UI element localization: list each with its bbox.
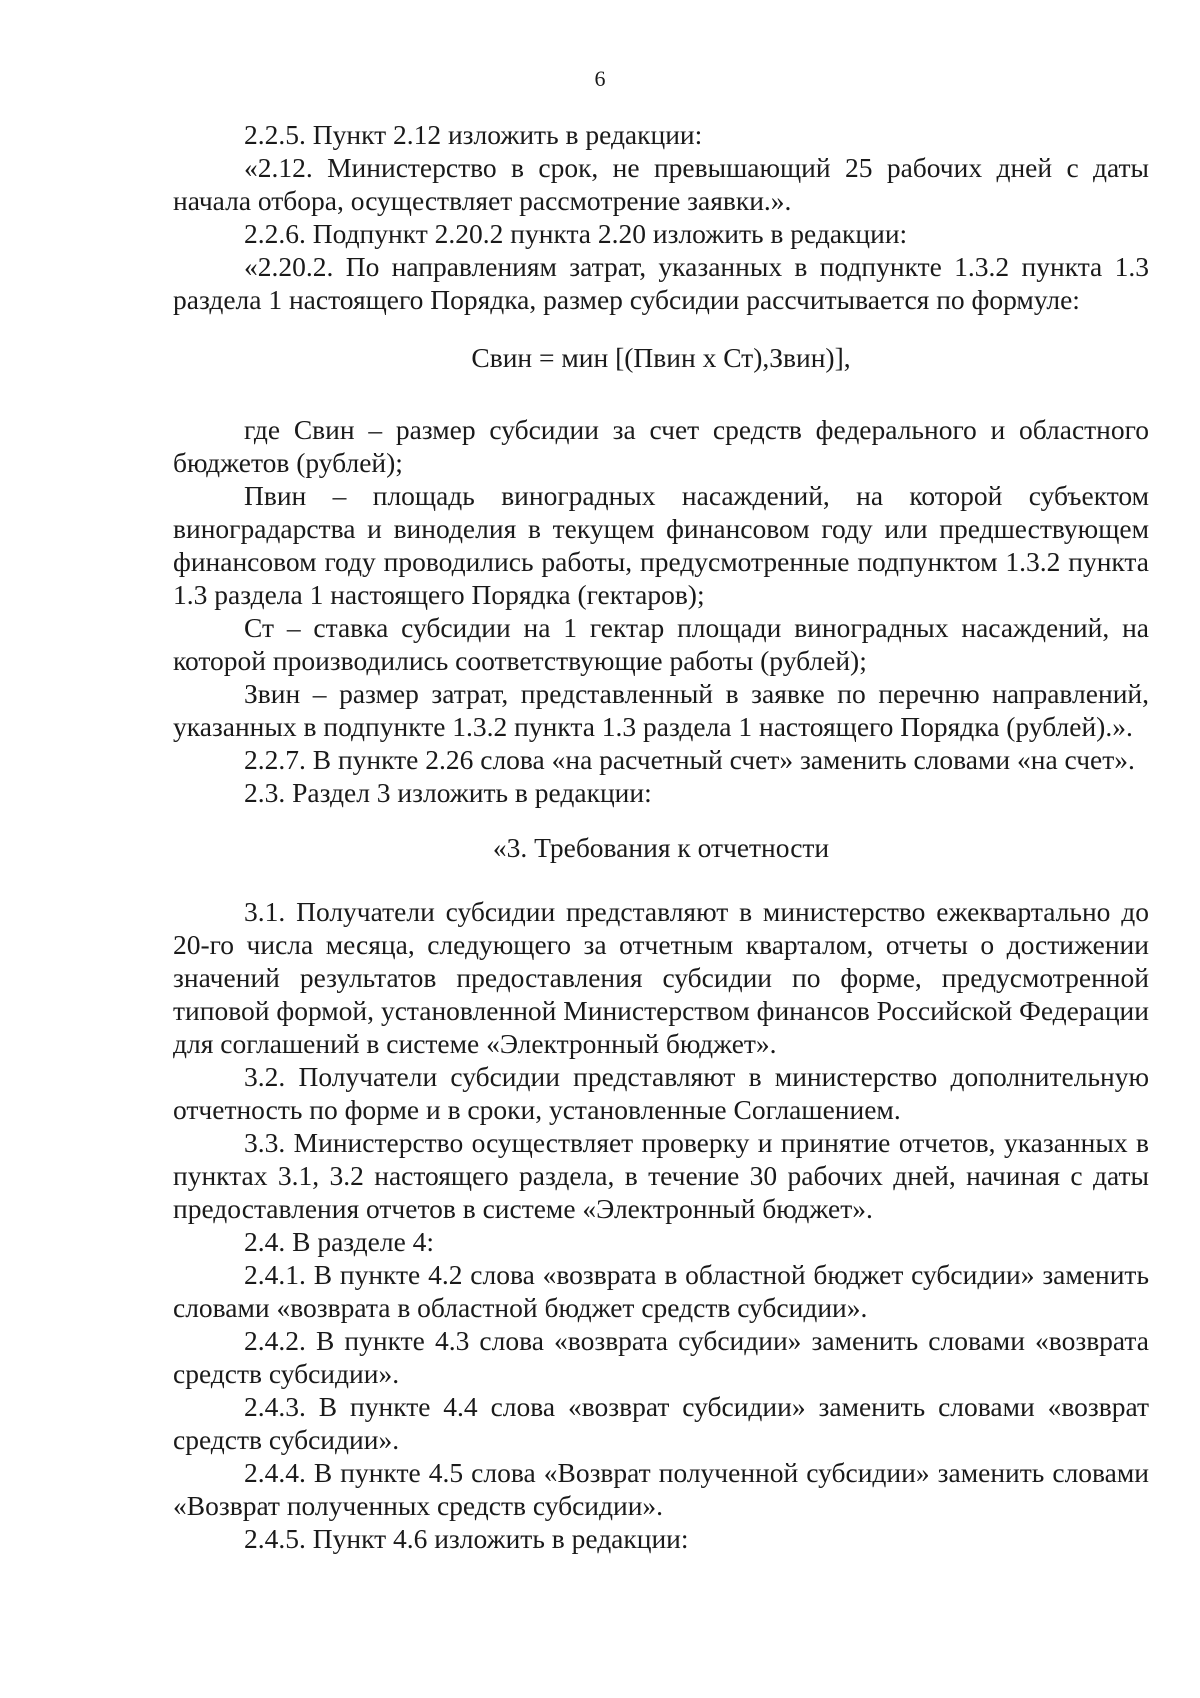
paragraph: 2.3. Раздел 3 изложить в редакции:: [244, 777, 652, 808]
paragraph: 2.4.1. В пункте 4.2 слова «возврата в областной бюджет субсидии» заменить словами «возврата в областной бюджет средств субсидии».: [173, 1259, 1149, 1323]
paragraph: 2.2.6. Подпункт 2.20.2 пункта 2.20 изложить в редакции:: [244, 218, 908, 249]
paragraph: 2.2.5. Пункт 2.12 изложить в редакции:: [244, 119, 703, 150]
subsidy-formula: Свин = мин [(Пвин х Ст),Звин)],: [471, 342, 851, 373]
paragraph: Ст – ставка субсидии на 1 гектар площади виноградных насаждений, на которой производились соответствующие работы (рублей);: [173, 612, 1149, 676]
paragraph: 2.4.4. В пункте 4.5 слова «Возврат полученной субсидии» заменить словами «Возврат полученных средств субсидии».: [173, 1457, 1149, 1521]
document-body: [173, 118, 1149, 1555]
paragraph: где Свин – размер субсидии за счет средств федерального и областного бюджетов (рублей);: [173, 414, 1149, 478]
paragraph: 2.4.5. Пункт 4.6 изложить в редакции:: [244, 1523, 689, 1554]
paragraph: 3.2. Получатели субсидии представляют в министерство дополнительную отчетность по форме и в сроки, установленные Соглашением.: [173, 1061, 1149, 1125]
paragraph: «2.12. Министерство в срок, не превышающий 25 рабочих дней с даты начала отбора, осуществляет рассмотрение заявки.».: [173, 152, 1149, 216]
paragraph: 2.4. В разделе 4:: [244, 1226, 435, 1257]
page-number: 6: [594, 66, 606, 91]
paragraph: Звин – размер затрат, представленный в заявке по перечню направлений, указанных в подпункте 1.3.2 пункта 1.3 раздела 1 настоящего Порядка (рублей).».: [173, 678, 1149, 742]
paragraph: «2.20.2. По направлениям затрат, указанных в подпункте 1.3.2 пункта 1.3 раздела 1 настоящего Порядка, размер субсидии рассчитывается по формуле:: [173, 251, 1149, 315]
section-heading: «3. Требования к отчетности: [492, 832, 830, 863]
paragraph: 2.4.3. В пункте 4.4 слова «возврат субсидии» заменить словами «возврат средств субсидии».: [173, 1391, 1149, 1455]
paragraph: 2.2.7. В пункте 2.26 слова «на расчетный счет» заменить словами «на счет».: [244, 744, 1135, 775]
paragraph: Пвин – площадь виноградных насаждений, на которой субъектом виноградарства и виноделия в текущем финансовом году или предшествующем финансовом году проводились работы, предусмотренные подпунктом 1.3.2 пункта 1.3 раздела 1 настоящего Порядка (гектаров);: [173, 480, 1149, 610]
paragraph: 2.4.2. В пункте 4.3 слова «возврата субсидии» заменить словами «возврата средств субсидии».: [173, 1325, 1149, 1389]
paragraph: 3.3. Министерство осуществляет проверку и принятие отчетов, указанных в пунктах 3.1, 3.2 настоящего раздела, в течение 30 рабочих дней, начиная с даты предоставления отчетов в системе «Электронный бюджет».: [173, 1127, 1149, 1224]
paragraph: 3.1. Получатели субсидии представляют в министерство ежеквартально до 20-го числа месяца, следующего за отчетным кварталом, отчеты о достижении значений результатов предоставления субсидии по форме, предусмотренной типовой формой, установленной Министерством финансов Российской Федерации для соглашений в системе «Электронный бюджет».: [173, 896, 1149, 1059]
